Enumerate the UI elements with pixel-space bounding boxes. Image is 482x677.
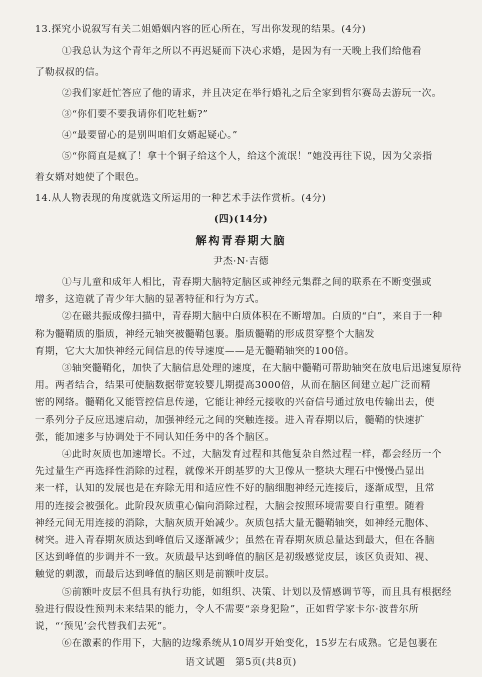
paragraph-line: ⑥在激素的作用下，大脑的边缘系统从10周岁开始变化，15岁左右成熟。它是包裹在 [62, 638, 438, 649]
paragraph-line: 先过量生产再选择性消除的过程，就像米开朗基罗的大卫像从一整块大理石中慢慢凸显出 [35, 466, 425, 477]
q13-item: ③“你们要不要我请你们吃牡蛎?” [62, 109, 209, 120]
paragraph-line: 神经元间无用连接的消除，大脑灰质开始减少。灰质包括大量无髓鞘轴突，如神经元胞体、 [35, 518, 435, 529]
paragraph-line: 用。两者结合，结果可使脑数据带宽较婴儿期提高3000倍，从而在脑区间建立起广泛而精 [35, 380, 431, 391]
paragraph-line: 育期，它大大加快神经元间信息的传导速度——是无髓鞘轴突的100倍。 [35, 346, 355, 357]
q13-item: 着女婿对她使了个眼色。 [35, 172, 145, 183]
paragraph-line: 来一样，认知的发展也是在弃除无用和适应性不好的脑细胞神经元连接后，逐渐成型，且常 [35, 483, 435, 494]
paragraph-line: ④此时灰质也加速增长。不过，大脑发育过程和其他复杂自然过程一样，都会经历一个 [62, 449, 442, 460]
article-author: 尹杰·N·吉德 [213, 256, 269, 267]
paragraph-line: ⑤前额叶皮层不但具有执行功能，如组织、决策、计划以及情感调节等，而且具有根据经 [62, 587, 452, 598]
paragraph-line: 张，能加速多与协调处于不同认知任务中的各个脑区。 [35, 432, 275, 443]
question-13: 13.探究小说叙写有关二姐婚姻内容的匠心所在，写出你发现的结果。(4分) [35, 24, 367, 35]
q13-item: ①我总认为这个青年之所以不再迟疑而下决心求婚，是因为有一天晚上我们给他看 [62, 46, 422, 57]
paragraph-line: 验进行假设性预判未来结果的能力，令人不需要“亲身犯险”，正如哲学家卡尔·波普尔所 [35, 604, 419, 615]
q13-item: ⑤“你简直是疯了！拿十个铜子给这个人，给这个流氓！”她没再往下说，因为父亲指 [62, 151, 433, 162]
article-title: 解构青春期大脑 [195, 235, 287, 247]
paragraph-line: ③轴突髓鞘化，加快了大脑信息处理的速度，在大脑中髓鞘可帮助轴突在放电后迅速复原待 [62, 363, 462, 374]
section-label: (四)(14分) [214, 214, 268, 225]
paragraph-line: 增多，这造就了青少年大脑的显著特征和行为方式。 [35, 294, 265, 305]
paragraph-line: 触觉的刺激，而最后达到峰值的脑区则是前额叶皮层。 [35, 569, 275, 580]
paragraph-line: 用的连接会被强化。此阶段灰质重心偏向消除过程，大脑会按照环境需要自行重塑。随着 [35, 501, 425, 512]
paragraph-line: 说，“‘预见’会代替我们去死”。 [35, 621, 173, 632]
paragraph-line: 一系列分子反应迅速启动，加强神经元之间的突触连接。进入青春期以后，髓鞘的快速扩 [35, 415, 425, 426]
q13-item: ④“最要留心的是别叫咱们女婿起疑心。” [62, 130, 238, 141]
paragraph-line: 称为髓鞘质的脂质，神经元轴突被髓鞘包裹。脂质髓鞘的形成贯穿整个大脑发 [35, 329, 375, 340]
q13-item: ②我们家赶忙答应了他的请求，并且决定在举行婚礼之后全家到哲尔赛岛去游玩一次。 [62, 88, 442, 99]
q13-item: 了勒叔叔的信。 [35, 67, 105, 78]
paragraph-line: ①与儿童和成年人相比，青春期大脑特定脑区或神经元集群之间的联系在不断变强或 [62, 277, 432, 288]
page-footer: 语文试题 第5页(共8页) [185, 657, 297, 668]
paragraph-line: 区达到峰值的步调并不一致。灰质最早达到峰值的脑区是初级感觉皮层，该区负责知、视、 [35, 552, 435, 563]
paragraph-line: ②在磁共振成像扫描中，青春期大脑中白质体积在不断增加。白质的“白”，来自于一种 [62, 311, 443, 322]
paragraph-line: 密的网络。髓鞘化又能管控信息传递，它能让神经元接收的兴奋信号通过放电传输出去，使 [35, 397, 435, 408]
paragraph-line: 树突。进入青春期灰质达到峰值后又逐渐减少；虽然在青春期灰质总量达到最大，但在各脑 [35, 535, 435, 546]
question-14: 14.从人物表现的角度就选文所运用的一种艺术手法作赏析。(4分) [35, 193, 327, 204]
